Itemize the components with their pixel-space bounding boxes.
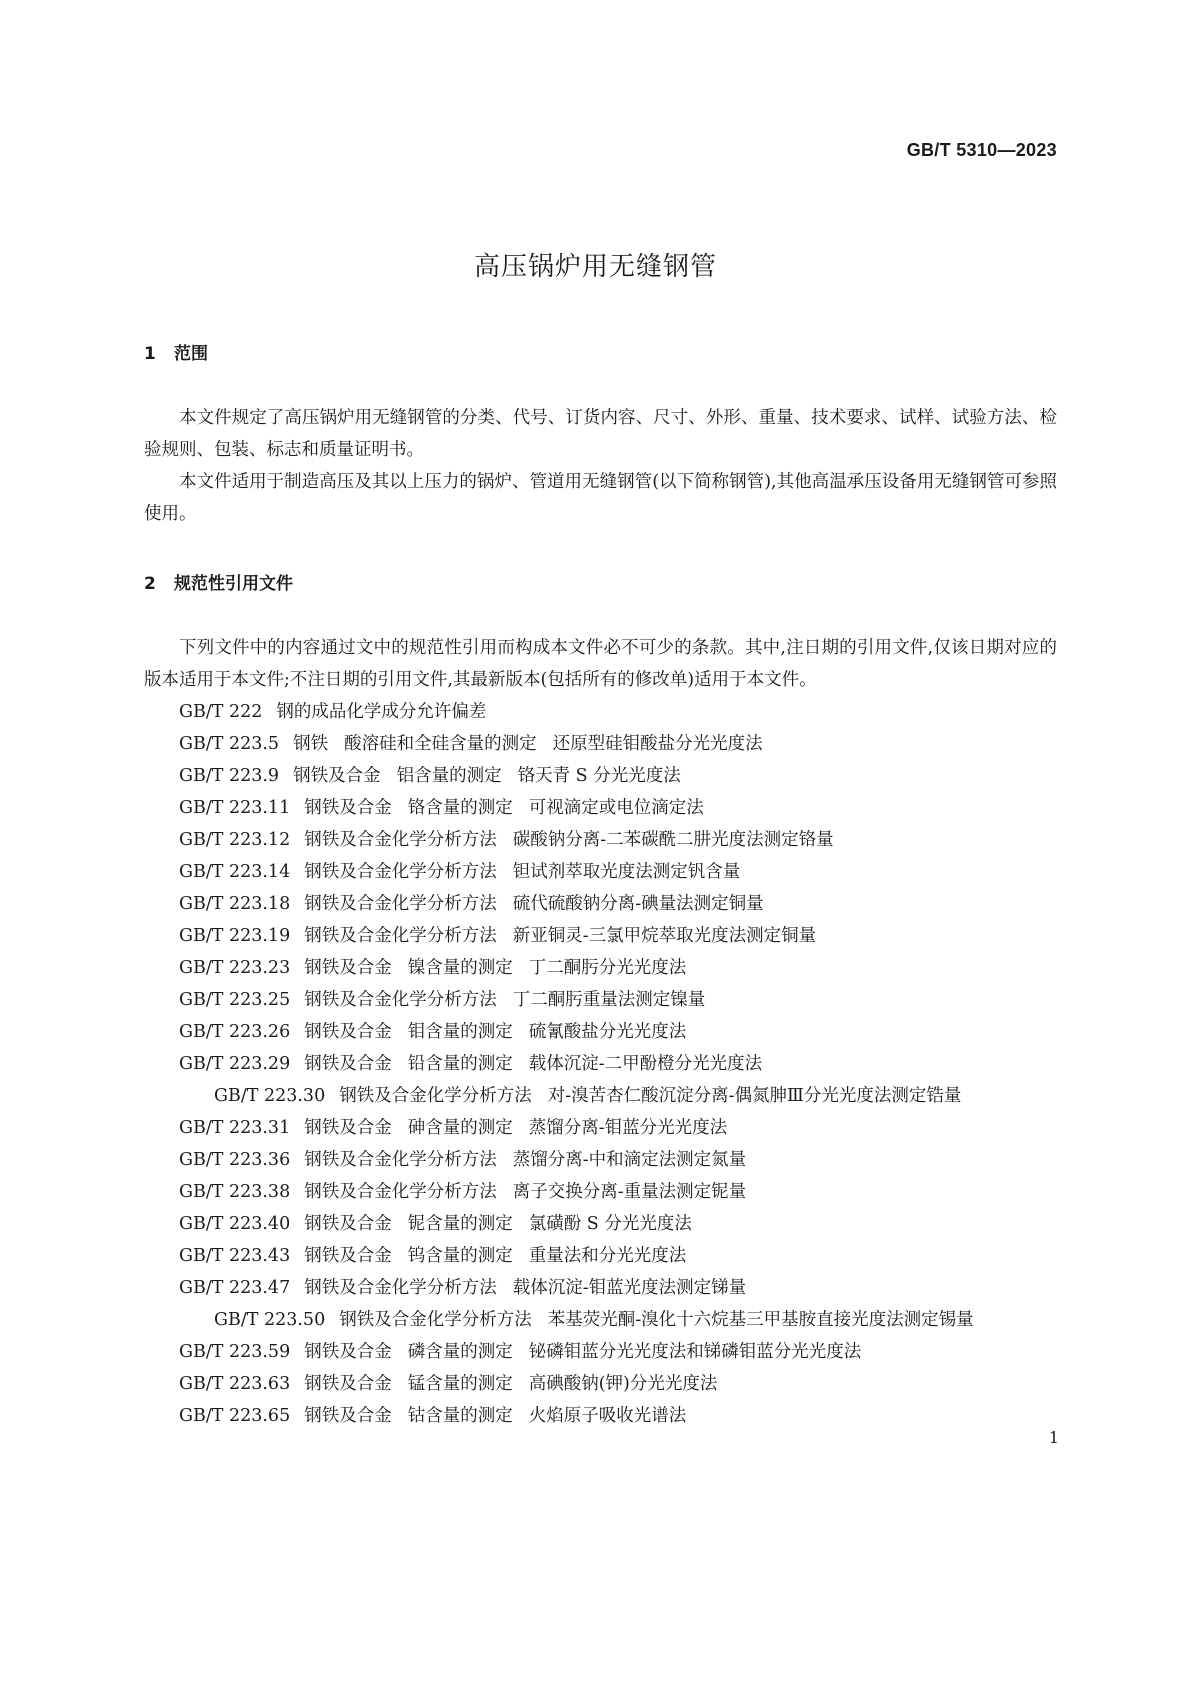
reference-code: GB/T 223.36	[179, 1150, 291, 1170]
reference-title-part: 钢铁及合金	[304, 1054, 392, 1074]
reference-item	[144, 728, 1057, 760]
document-title: 高压锅炉用无缝钢管	[473, 252, 717, 282]
reference-code: GB/T 223.40	[179, 1214, 291, 1234]
reference-code: GB/T 223.25	[179, 990, 291, 1010]
reference-title-part: 钢铁及合金	[304, 1374, 392, 1394]
reference-item	[144, 856, 1057, 888]
reference-title-part: 高碘酸钠(钾)分光光度法	[528, 1374, 718, 1394]
reference-item	[144, 984, 1057, 1016]
reference-title-part: 可视滴定或电位滴定法	[528, 798, 704, 818]
reference-code: GB/T 223.23	[179, 958, 291, 978]
reference-code: GB/T 223.18	[179, 894, 291, 914]
section-title: 规范性引用文件	[174, 574, 293, 594]
reference-item	[144, 792, 1057, 824]
paragraph: 本文件规定了高压锅炉用无缝钢管的分类、代号、订货内容、尺寸、外形、重量、技术要求、试样、试验方法、检验规则、包装、标志和质量证明书。	[144, 408, 1057, 460]
reference-title-part: 钢铁及合金化学分析方法	[304, 990, 497, 1010]
reference-item	[144, 696, 1057, 728]
reference-title-part: 钢铁及合金化学分析方法	[304, 894, 497, 914]
reference-title-part: 钢铁及合金	[304, 798, 392, 818]
reference-title-part: 铌含量的测定	[407, 1214, 513, 1234]
section-number: 2	[144, 574, 156, 594]
reference-title-part: 钢铁及合金	[304, 1406, 392, 1426]
reference-title-part: 蒸馏分离-钼蓝分光光度法	[528, 1118, 728, 1138]
reference-title-part: 钢铁及合金	[304, 1118, 392, 1138]
reference-code: GB/T 223.59	[179, 1342, 291, 1362]
reference-code: GB/T 223.50	[214, 1310, 326, 1330]
reference-title-part: 钴含量的测定	[407, 1406, 513, 1426]
reference-title-part: 钢的成品化学成分允许偏差	[276, 702, 487, 722]
reference-item	[144, 760, 1057, 792]
reference-list	[144, 696, 1057, 1432]
reference-code: GB/T 223.12	[179, 830, 291, 850]
reference-item	[144, 824, 1057, 856]
reference-item	[144, 1304, 1057, 1336]
reference-item	[144, 952, 1057, 984]
reference-item	[144, 1208, 1057, 1240]
reference-title-part: 钢铁	[293, 734, 329, 754]
reference-code: GB/T 223.65	[179, 1406, 291, 1426]
reference-title-part: 钨含量的测定	[407, 1246, 513, 1266]
section-title: 范围	[174, 344, 208, 364]
reference-item	[144, 888, 1057, 920]
reference-title-part: 铋磷钼蓝分光光度法和锑磷钼蓝分光光度法	[528, 1342, 862, 1362]
reference-title-part: 蒸馏分离-中和滴定法测定氮量	[512, 1150, 747, 1170]
reference-item	[144, 1400, 1057, 1432]
section-number: 1	[144, 344, 156, 364]
reference-title-part: 钢铁及合金化学分析方法	[304, 1278, 497, 1298]
reference-item	[144, 1240, 1057, 1272]
reference-code: GB/T 222	[179, 702, 263, 722]
reference-title-part: 载体沉淀-二甲酚橙分光光度法	[528, 1054, 763, 1074]
reference-title-part: 钢铁及合金化学分析方法	[304, 862, 497, 882]
reference-title-part: 氯磺酚 S 分光光度法	[528, 1214, 692, 1234]
reference-title-part: 钼含量的测定	[407, 1022, 513, 1042]
reference-code: GB/T 223.26	[179, 1022, 291, 1042]
reference-title-part: 载体沉淀-钼蓝光度法测定锑量	[512, 1278, 747, 1298]
reference-title-part: 镍含量的测定	[407, 958, 513, 978]
reference-code: GB/T 223.9	[179, 766, 280, 786]
paragraph: 下列文件中的内容通过文中的规范性引用而构成本文件必不可少的条款。其中,注日期的引用文件,仅该日期对应的版本适用于本文件;不注日期的引用文件,其最新版本(包括所有的修改单)适用于本文件。	[144, 638, 1057, 690]
reference-title-part: 对-溴苦杏仁酸沉淀分离-偶氮胂Ⅲ分光光度法测定锆量	[547, 1086, 962, 1106]
reference-title-part: 还原型硅钼酸盐分光光度法	[552, 734, 763, 754]
reference-item	[144, 920, 1057, 952]
standard-code: GB/T 5310—2023	[906, 140, 1057, 160]
reference-title-part: 钢铁及合金化学分析方法	[304, 926, 497, 946]
reference-item	[144, 1080, 1057, 1112]
reference-code: GB/T 223.29	[179, 1054, 291, 1074]
reference-title-part: 碳酸钠分离-二苯碳酰二肼光度法测定铬量	[512, 830, 834, 850]
reference-title-part: 钽试剂萃取光度法测定钒含量	[512, 862, 741, 882]
reference-code: GB/T 223.43	[179, 1246, 291, 1266]
reference-code: GB/T 223.31	[179, 1118, 291, 1138]
reference-item	[144, 1336, 1057, 1368]
reference-title-part: 钢铁及合金	[304, 1342, 392, 1362]
page-number: 1	[1048, 1428, 1059, 1447]
reference-title-part: 丁二酮肟重量法测定镍量	[512, 990, 706, 1010]
reference-title-part: 钢铁及合金	[304, 1246, 392, 1266]
reference-title-part: 火焰原子吸收光谱法	[528, 1406, 687, 1426]
reference-title-part: 丁二酮肟分光光度法	[528, 958, 687, 978]
reference-title-part: 钢铁及合金化学分析方法	[304, 1150, 497, 1170]
reference-item	[144, 1112, 1057, 1144]
reference-item	[144, 1176, 1057, 1208]
reference-title-part: 铅含量的测定	[407, 1054, 513, 1074]
reference-title-part: 锰含量的测定	[407, 1374, 513, 1394]
paragraph: 本文件适用于制造高压及其以上压力的锅炉、管道用无缝钢管(以下简称钢管),其他高温承压设备用无缝钢管可参照使用。	[144, 472, 1057, 524]
reference-item	[144, 1144, 1057, 1176]
section-heading	[144, 570, 1057, 598]
reference-title-part: 铬含量的测定	[407, 798, 513, 818]
reference-code: GB/T 223.11	[179, 798, 291, 818]
reference-code: GB/T 223.5	[179, 734, 280, 754]
reference-title-part: 重量法和分光光度法	[528, 1246, 687, 1266]
reference-title-part: 钢铁及合金化学分析方法	[339, 1310, 532, 1330]
reference-title-part: 钢铁及合金化学分析方法	[304, 1182, 497, 1202]
reference-title-part: 钢铁及合金	[304, 1022, 392, 1042]
reference-code: GB/T 223.14	[179, 862, 291, 882]
reference-item	[144, 1016, 1057, 1048]
reference-title-part: 苯基荧光酮-溴化十六烷基三甲基胺直接光度法测定锡量	[547, 1310, 974, 1330]
reference-title-part: 钢铁及合金化学分析方法	[339, 1086, 532, 1106]
reference-title-part: 酸溶硅和全硅含量的测定	[344, 734, 537, 754]
reference-title-part: 砷含量的测定	[407, 1118, 513, 1138]
reference-title-part: 钢铁及合金	[293, 766, 381, 786]
reference-title-part: 离子交换分离-重量法测定铌量	[512, 1182, 747, 1202]
reference-code: GB/T 223.47	[179, 1278, 291, 1298]
reference-title-part: 硫氰酸盐分光光度法	[528, 1022, 687, 1042]
reference-item	[144, 1272, 1057, 1304]
reference-item	[144, 1048, 1057, 1080]
reference-title-part: 硫代硫酸钠分离-碘量法测定铜量	[512, 894, 764, 914]
reference-title-part: 钢铁及合金	[304, 1214, 392, 1234]
reference-item	[144, 1368, 1057, 1400]
document-body	[144, 340, 1057, 1432]
section-heading	[144, 340, 1057, 368]
reference-title-part: 钢铁及合金	[304, 958, 392, 978]
reference-title-part: 钢铁及合金化学分析方法	[304, 830, 497, 850]
reference-title-part: 磷含量的测定	[407, 1342, 513, 1362]
reference-code: GB/T 223.19	[179, 926, 291, 946]
reference-code: GB/T 223.30	[214, 1086, 326, 1106]
reference-code: GB/T 223.63	[179, 1374, 291, 1394]
reference-title-part: 铝含量的测定	[396, 766, 502, 786]
reference-title-part: 新亚铜灵-三氯甲烷萃取光度法测定铜量	[512, 926, 817, 946]
reference-code: GB/T 223.38	[179, 1182, 291, 1202]
reference-title-part: 铬天青 S 分光光度法	[517, 766, 681, 786]
